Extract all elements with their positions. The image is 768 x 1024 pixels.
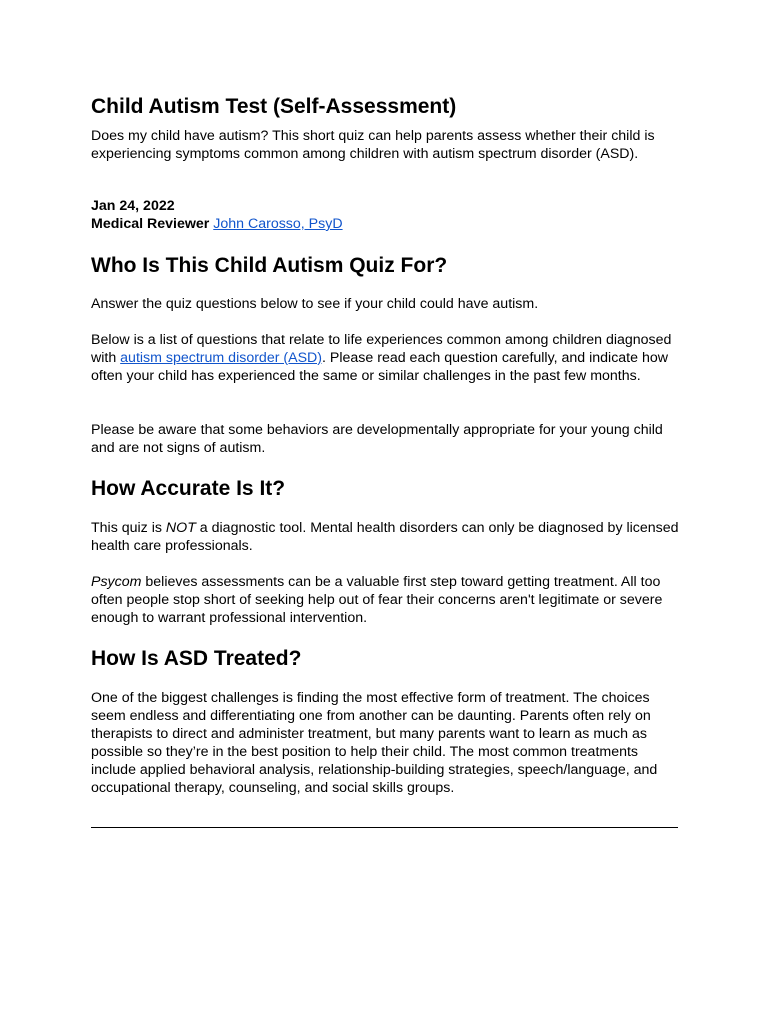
- who-p2-text-before: Below is a list of questions that relate to life experiences common among children diagnosed with: [91, 332, 672, 366]
- section-heading-treatment: How Is ASD Treated?: [91, 647, 302, 670]
- section-heading-who: Who Is This Child Autism Quiz For?: [91, 254, 448, 277]
- psycom-brand: Psycom: [91, 574, 142, 590]
- reviewer-link[interactable]: John Carosso, PsyD: [213, 216, 343, 232]
- reviewer-label: Medical Reviewer: [91, 216, 210, 232]
- reviewer-line: [91, 215, 681, 233]
- accuracy-p1-after: a diagnostic tool. Mental health disorders can only be diagnosed by licensed health care professionals.: [91, 520, 679, 554]
- asd-link[interactable]: autism spectrum disorder (ASD): [120, 350, 323, 366]
- accuracy-p1-emphasis: NOT: [165, 520, 196, 536]
- accuracy-paragraph-1: [91, 519, 681, 555]
- accuracy-paragraph-2: [91, 573, 681, 627]
- page-title: Child Autism Test (Self-Assessment): [91, 95, 457, 118]
- publish-date: Jan 24, 2022: [91, 198, 175, 214]
- who-p2-text-after: . Please read each question carefully, and indicate how often your child has experienced the same or similar challenges in the past few months.: [91, 350, 668, 384]
- section-heading-accuracy: How Accurate Is It?: [91, 477, 286, 500]
- accuracy-p1-before: This quiz is: [91, 520, 166, 536]
- who-paragraph-3: Please be aware that some behaviors are developmentally appropriate for your young child and are not signs of autism.: [91, 422, 663, 456]
- intro-paragraph: Does my child have autism? This short quiz can help parents assess whether their child is experiencing symptoms common among children with autism spectrum disorder (ASD).: [91, 128, 655, 162]
- treatment-paragraph: One of the biggest challenges is finding the most effective form of treatment. The choices seem endless and differentiating one from another can be daunting. Parents often rely on therapists to direct and administer treatment, but many parents want to learn as much as possible so they’re in the best position to help their child. The most common treatments include applied behavioral analysis, relationship-building strategies, speech/language, and occupational therapy, counseling, and social skills groups.: [91, 690, 658, 796]
- accuracy-p2-after: believes assessments can be a valuable first step toward getting treatment. All too often people stop short of seeking help out of fear their concerns aren't legitimate or severe enough to warrant professional intervention.: [91, 574, 663, 626]
- horizontal-divider: [91, 827, 678, 828]
- who-paragraph-2: [91, 331, 681, 385]
- who-paragraph-1: Answer the quiz questions below to see if your child could have autism.: [91, 296, 539, 312]
